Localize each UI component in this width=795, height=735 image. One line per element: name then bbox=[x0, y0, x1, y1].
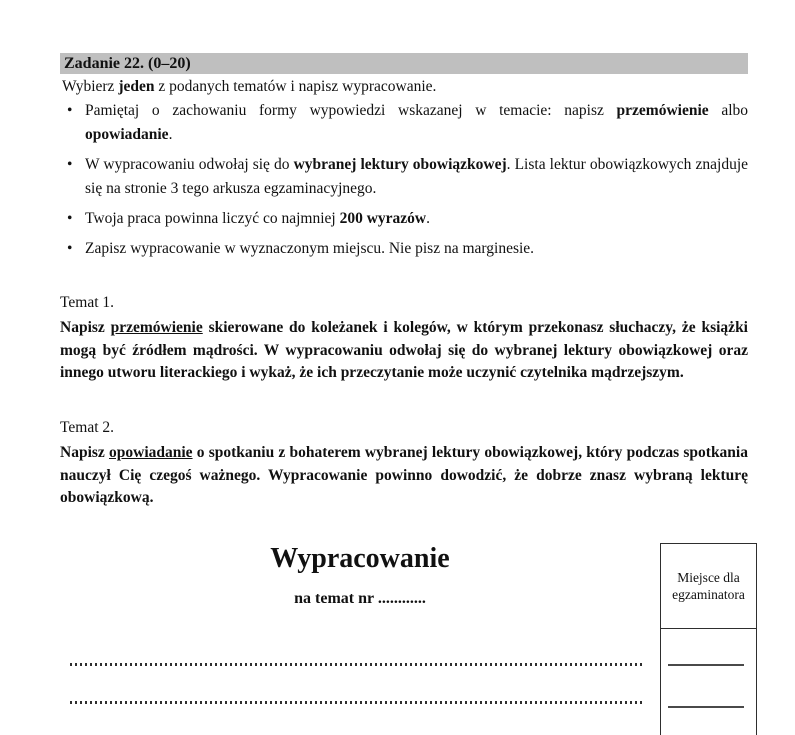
topic-2-section bbox=[60, 417, 748, 510]
essay-topic-number-blank: na temat nr ............ bbox=[294, 590, 426, 607]
writing-line-2[interactable] bbox=[70, 701, 643, 704]
essay-header bbox=[60, 543, 660, 608]
examiner-box-label: Miejsce dla egzaminatora bbox=[661, 544, 756, 629]
bullet-icon: • bbox=[67, 210, 73, 227]
task-header-bar bbox=[60, 53, 748, 74]
instruction-item bbox=[60, 237, 748, 261]
instruction-item bbox=[60, 207, 748, 231]
examiner-score-line-1 bbox=[668, 664, 744, 666]
instruction-list bbox=[60, 99, 748, 267]
topic-1-label: Temat 1. bbox=[60, 294, 115, 311]
topic-2-text: Napisz opowiadanie o spotkaniu z bohaterem wybranej lektury obowiązkowej, który podczas spotkania nauczył Cię czegoś ważnego. Wypracowanie powinno dowodzić, że dobrze znasz wybraną lekturę obowiązkową. bbox=[60, 444, 748, 506]
instruction-text: W wypracowaniu odwołaj się do wybranej lektury obowiązkowej. Lista lektur obowiązkowych znajduje się na stronie 3 tego arkusza egzaminacyjnego. bbox=[85, 156, 749, 197]
instruction-text: Zapisz wypracowanie w wyznaczonym miejscu. Nie pisz na marginesie. bbox=[85, 240, 535, 257]
instruction-text: Pamiętaj o zachowaniu formy wypowiedzi wskazanej w temacie: napisz przemówienie albo opowiadanie. bbox=[85, 102, 748, 143]
bullet-icon: • bbox=[67, 156, 73, 173]
task-title: Zadanie 22. (0–20) bbox=[64, 55, 191, 72]
examiner-box bbox=[660, 543, 757, 735]
essay-title: Wypracowanie bbox=[270, 543, 450, 574]
instruction-item bbox=[60, 153, 748, 201]
examiner-score-line-2 bbox=[668, 706, 744, 708]
topic-1-section bbox=[60, 292, 748, 385]
bullet-icon: • bbox=[67, 240, 73, 257]
instruction-text: Twoja praca powinna liczyć co najmniej 200 wyrazów. bbox=[85, 210, 430, 227]
bullet-icon: • bbox=[67, 102, 73, 119]
intro-text: Wybierz jeden z podanych tematów i napisz wypracowanie. bbox=[62, 78, 437, 95]
instruction-item bbox=[60, 99, 748, 147]
topic-2-label: Temat 2. bbox=[60, 419, 115, 436]
writing-line-1[interactable] bbox=[70, 663, 643, 666]
topic-1-text: Napisz przemówienie skierowane do koleżanek i kolegów, w którym przekonasz słuchaczy, że książki mogą być źródłem mądrości. W wypracowaniu odwołaj się do wybranej lektury obowiązkowej oraz innego utworu literackiego i wykaż, że ich przeczytanie może uczynić czytelnika mądrzejszym. bbox=[60, 319, 748, 381]
